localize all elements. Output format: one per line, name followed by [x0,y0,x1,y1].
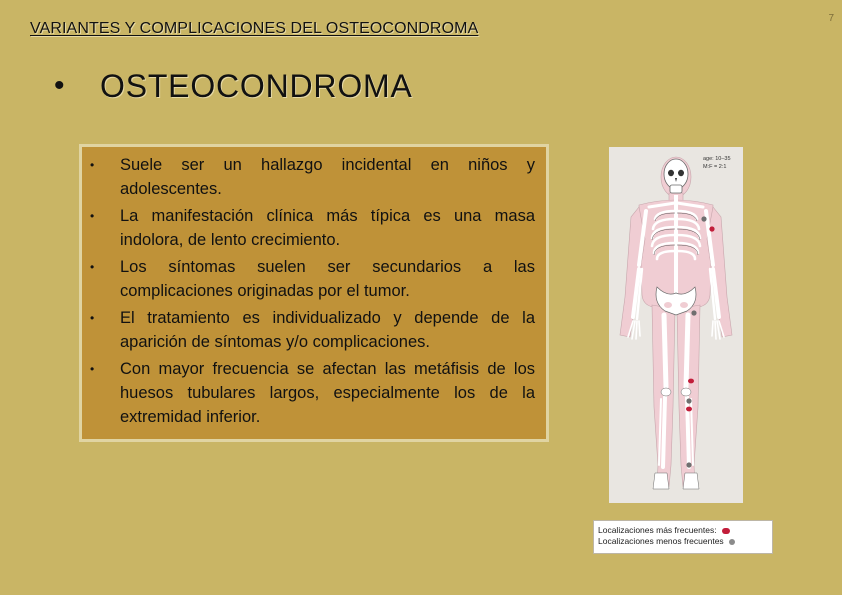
pelvis-foramen-left [664,302,672,308]
text-box [79,144,549,442]
list-item-text: La manifestación clínica más típica es una masa indolora, de lento crecimiento. [120,207,535,249]
main-title: OSTEOCONDROMA [100,68,413,104]
legend-box [593,520,773,554]
list-item [88,306,535,354]
list-item [88,204,535,252]
bullet-dot: • [90,311,95,325]
ratio-label: M:F = 2:1 [703,164,727,170]
list-item-text: Los síntomas suelen ser secundarios a las complicaciones originadas por el tumor. [120,258,535,300]
skeleton-illustration [609,147,743,503]
bullet-dot: • [90,158,95,172]
list-item [88,357,535,429]
legend-row-frequent [598,525,772,536]
feet [653,473,699,489]
bullet-dot: • [90,362,95,376]
list-item [88,153,535,201]
pelvis-foramen-right [680,302,688,308]
slide-header: VARIANTES Y COMPLICACIONES DEL OSTEOCONDROMA [30,20,479,37]
legend-frequent-label: Localizaciones más frecuentes: [598,525,717,535]
page-number: 7 [828,13,834,24]
age-label: age: 10–35 [703,156,731,162]
bullet-dot: • [90,209,95,223]
grey-marker-icon [729,539,735,545]
legend-row-less-frequent [598,536,772,547]
knees [661,388,691,396]
list-item-text: Con mayor frecuencia se afectan las metáfisis de los huesos tubulares largos, especialmente los de la extremidad inferior. [120,360,535,426]
list-item-text: Suele ser un hallazgo incidental en niños y adolescentes. [120,156,535,198]
skeleton-figure [609,147,743,503]
list-item-text: El tratamiento es individualizado y depende de la aparición de síntomas y/o complicaciones. [120,309,535,351]
hand-bones [628,321,724,339]
bullet-list [88,153,535,429]
legend-less-frequent-label: Localizaciones menos frecuentes [598,536,724,546]
list-item [88,255,535,303]
bullet-dot: • [90,260,95,274]
red-marker-icon [722,528,730,534]
main-bullet: • [54,69,65,102]
